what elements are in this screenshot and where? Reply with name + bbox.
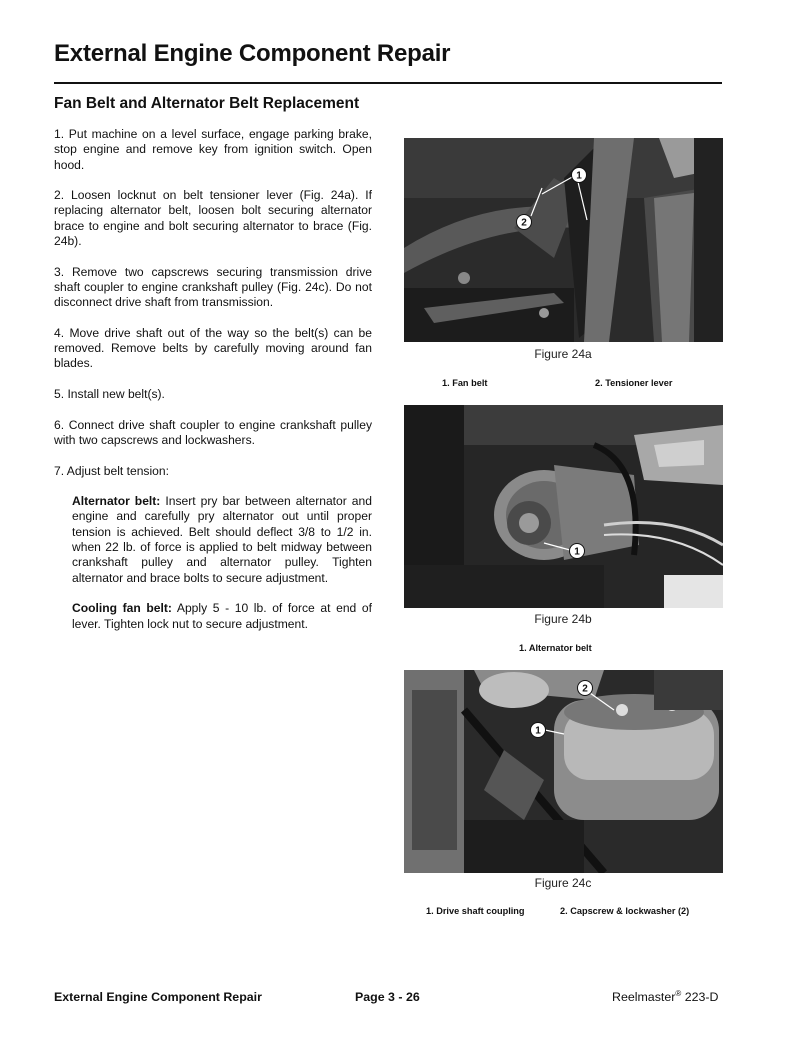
figure-24c-photo	[404, 670, 723, 873]
figure-24c-caption: Figure 24c	[534, 876, 592, 890]
title-divider	[54, 82, 722, 84]
figure-24b-callout-1: 1	[574, 546, 580, 558]
figure-24c-legend-1: 1. Drive shaft coupling	[426, 906, 525, 916]
footer-section-title: External Engine Component Repair	[54, 990, 262, 1004]
registered-mark: ®	[675, 988, 682, 998]
alternator-belt-text: Insert pry bar between alternator and engine and carefully pry alternator out until proper tension is achieved. Belt should deflect 3/8 to 1/2 in. when 22 lb. of force is applied to belt midway between crankshaft pulley and alternator pulley. Tighten alternator and brace bolts to secure adjustment.	[72, 494, 372, 585]
step-7: 7. Adjust belt tension:	[54, 463, 169, 478]
footer-page-number: Page 3 - 26	[355, 990, 420, 1004]
footer-brand: Reelmaster	[612, 990, 676, 1004]
step-1: 1. Put machine on a level surface, engage parking brake, stop engine and remove key from ignition switch. Open hood.	[54, 127, 372, 172]
figure-24a-caption: Figure 24a	[534, 347, 592, 361]
page-title: External Engine Component Repair	[54, 40, 451, 67]
footer-product	[612, 990, 718, 1004]
step-6: 6. Connect drive shaft coupler to engine crankshaft pulley with two capscrews and lockwashers.	[54, 417, 372, 447]
figure-24c-callout-2: 2	[582, 683, 588, 695]
figure-24a-callout-2: 2	[521, 217, 527, 229]
figure-24b-caption: Figure 24b	[534, 612, 592, 626]
figure-24a-legend-2: 2. Tensioner lever	[595, 378, 673, 388]
alternator-belt-instruction	[72, 494, 372, 586]
alternator-belt-label: Alternator belt:	[72, 494, 161, 509]
step-5: 5. Install new belt(s).	[54, 387, 165, 402]
cooling-fan-belt-text: Apply 5 - 10 lb. of force at end of lever. Tighten lock nut to secure adjustment.	[72, 601, 372, 631]
section-title: Fan Belt and Alternator Belt Replacement	[54, 95, 360, 112]
step-3: 3. Remove two capscrews securing transmission drive shaft coupler to engine crankshaft pulley (Fig. 24c). Do not disconnect drive shaft from transmission.	[54, 264, 372, 310]
figure-24a-callout-1: 1	[576, 170, 582, 182]
cooling-fan-belt-label: Cooling fan belt:	[72, 601, 172, 616]
footer-model: 223-D	[681, 990, 719, 1004]
figure-24b-photo	[404, 405, 723, 608]
figure-24a-legend-1: 1. Fan belt	[442, 378, 488, 388]
figure-24a-photo	[404, 138, 723, 342]
cooling-fan-belt-instruction	[72, 601, 372, 632]
step-2: 2. Loosen locknut on belt tensioner lever (Fig. 24a). If replacing alternator belt, loosen bolt securing alternator brace to engine and bolt securing alternator to brace (Fig. 24b).	[54, 188, 372, 249]
step-4: 4. Move drive shaft out of the way so the belt(s) can be removed. Remove belts by carefully moving around fan blades.	[54, 325, 372, 371]
figure-24c-callout-1: 1	[535, 725, 541, 737]
figure-24b-legend-1: 1. Alternator belt	[519, 643, 592, 653]
instructions-column	[54, 127, 372, 647]
figure-24c-legend-2: 2. Capscrew & lockwasher (2)	[560, 906, 690, 916]
